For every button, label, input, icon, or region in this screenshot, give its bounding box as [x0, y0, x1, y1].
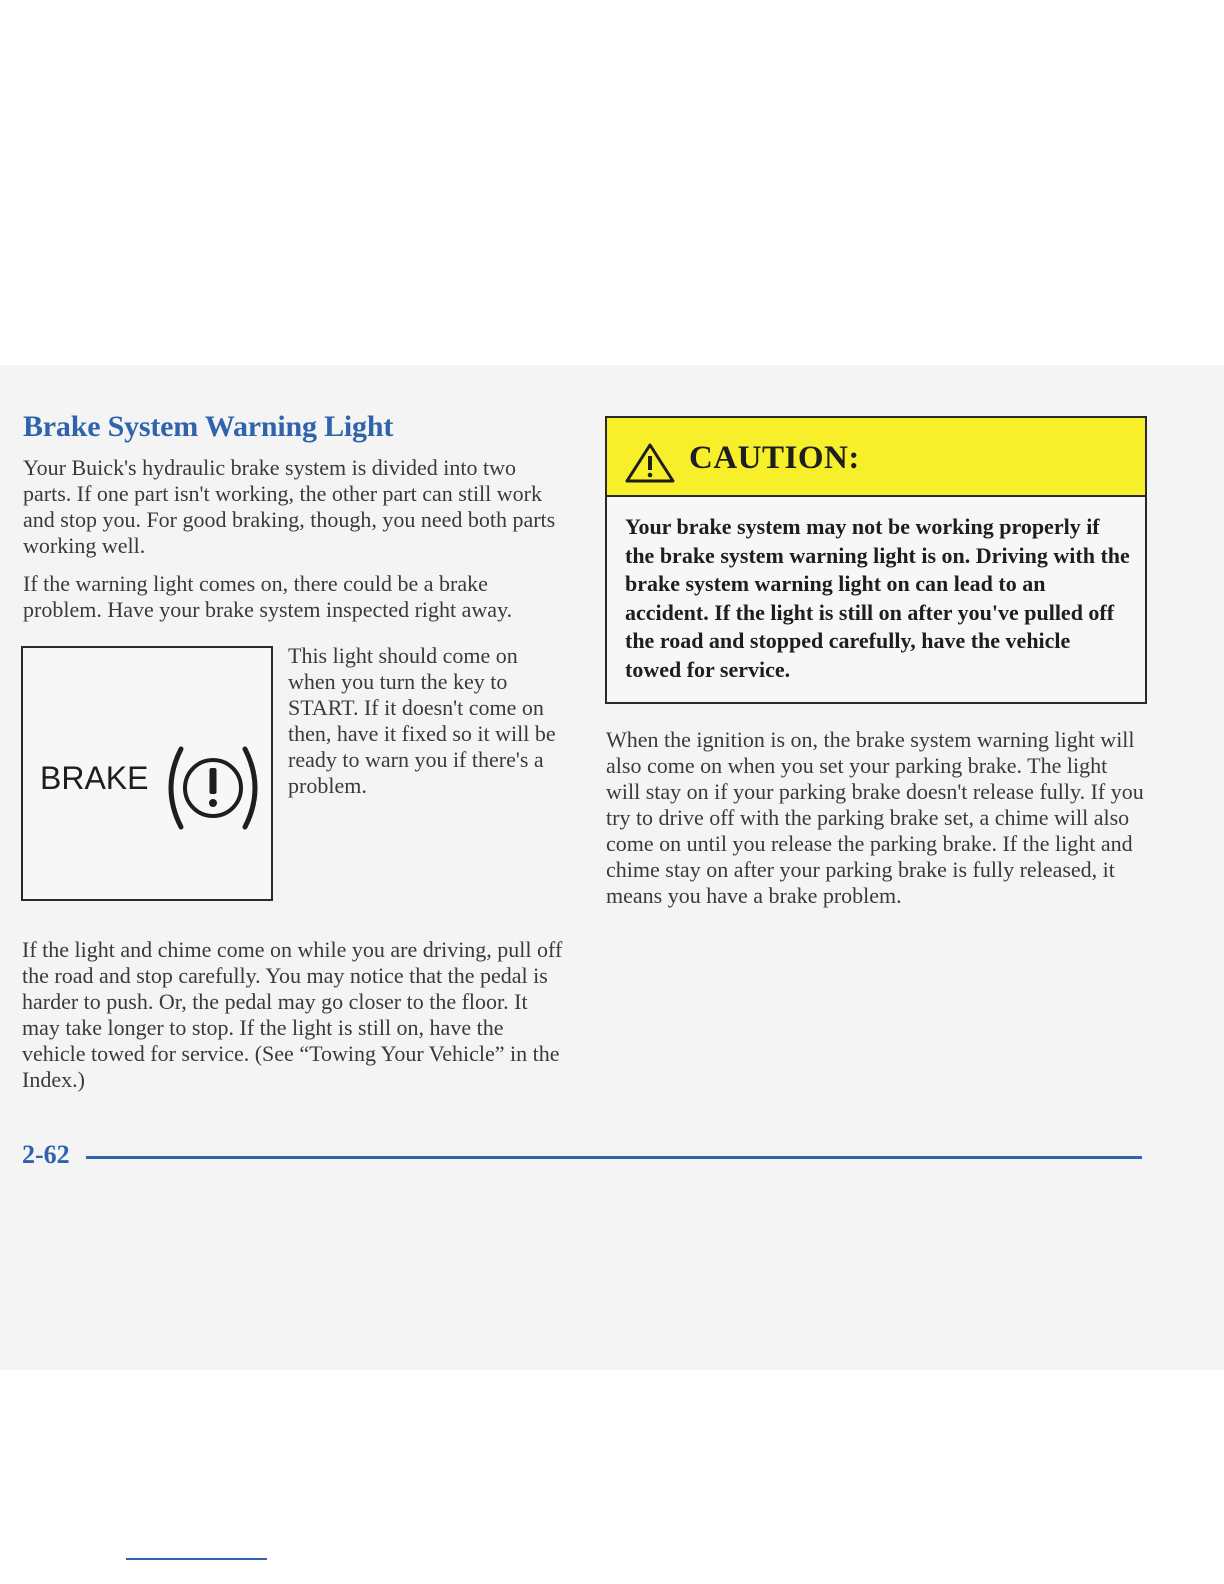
key-start-paragraph: This light should come on when you turn the key to START. If it doesn't come on then, have it fixed so it will be ready to warn you if there's a problem. [288, 643, 556, 798]
caution-text: Your brake system may not be working properly if the brake system warning light is on. Driving with the brake system warning light on can lead to an accident. If the light is still on after you've pulled off the road and stopped carefully, have the vehicle towed for service. [625, 514, 1130, 682]
warning-paragraph: If the warning light comes on, there could be a brake problem. Have your brake system inspected right away. [23, 571, 513, 622]
caution-header [607, 418, 1145, 497]
parking-brake-paragraph: When the ignition is on, the brake system warning light will also come on when you set your parking brake. The light will stay on if your parking brake doesn't release fully. If you try to drive off with the parking brake set, a chime will also come on until you release the parking brake. If the light and chime stay on after your parking brake is fully released, it means you have a brake problem. [606, 727, 1144, 908]
section-title: Brake System Warning Light [23, 410, 394, 443]
driving-paragraph: If the light and chime come on while you are driving, pull off the road and stop carefully. You may notice that the pedal is harder to push. Or, the pedal may go closer to the floor. It may take longer to stop. If the light is still on, have the vehicle towed for service. (See “Towing Your Vehicle” in the Index.) [22, 937, 563, 1092]
warning-triangle-icon [624, 442, 676, 484]
caution-box [605, 416, 1147, 704]
page-number: 2-62 [22, 1140, 70, 1169]
bottom-rule [126, 1558, 267, 1560]
footer-rule [86, 1156, 1142, 1159]
caution-title: CAUTION: [689, 440, 860, 476]
brake-label: BRAKE [40, 760, 149, 796]
intro-paragraph: Your Buick's hydraulic brake system is divided into two parts. If one part isn't working, the other part can still work and stop you. For good braking, though, you need both parts working well. [23, 455, 556, 558]
brake-indicator-figure [21, 646, 273, 901]
brake-warning-icon [163, 741, 263, 835]
